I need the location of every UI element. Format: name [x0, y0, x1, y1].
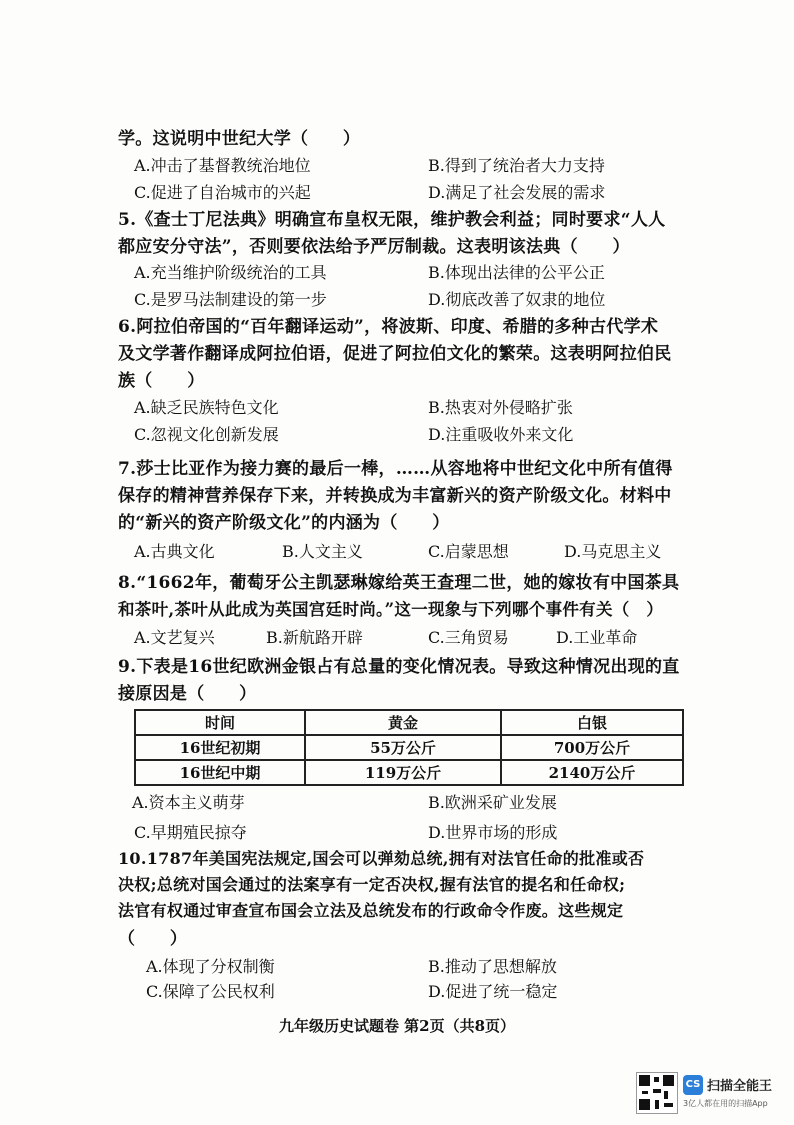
q6-line-2: 及文学著作翻译成阿拉伯语，促进了阿拉伯文化的繁荣。这表明阿拉伯民: [118, 344, 672, 364]
table-row: [135, 735, 683, 760]
q6-option-b: B.热衷对外侵略扩张: [428, 398, 573, 417]
q7-line-3: 的“新兴的资产阶级文化”的内涵为（ ）: [118, 513, 450, 533]
table-cell: 55万公斤: [305, 735, 501, 760]
table-header-cell: 黄金: [305, 710, 501, 735]
q6-line-1: 6.阿拉伯帝国的“百年翻译运动”，将波斯、印度、希腊的多种古代学术: [118, 317, 659, 337]
q10-option-c: C.保障了公民权利: [146, 982, 275, 1001]
gold-silver-table: [134, 709, 684, 786]
table-cell: 16世纪初期: [135, 735, 305, 760]
q6-option-a: A.缺乏民族特色文化: [134, 398, 279, 417]
q8-option-d: D.工业革命: [556, 628, 638, 647]
q7-option-b: B.人文主义: [282, 542, 363, 561]
q9-option-c: C.早期殖民掠夺: [134, 823, 247, 842]
q8-option-c: C.三角贸易: [428, 628, 509, 647]
q10-option-a: A.体现了分权制衡: [146, 957, 275, 976]
q9-option-b: B.欧洲采矿业发展: [428, 793, 557, 812]
q8-line-1: 8.“1662年，葡萄牙公主凯瑟琳嫁给英王查理二世，她的嫁妆有中国茶具: [118, 573, 680, 593]
q6-option-c: C.忽视文化创新发展: [134, 425, 279, 444]
q10-line-1: 10.1787年美国宪法规定,国会可以弹劾总统,拥有对法官任命的批准或否: [118, 849, 645, 868]
q7-option-d: D.马克思主义: [564, 542, 662, 561]
qr-code-icon: [636, 1072, 678, 1114]
q10-line-2: 决权;总统对国会通过的法案享有一定否决权,握有法官的提名和任命权;: [118, 875, 626, 894]
q7-line-2: 保存的精神营养保存下来，并转换成为丰富新兴的资产阶级文化。材料中: [118, 486, 672, 506]
q10-line-4: （ ）: [118, 929, 188, 949]
q8-option-a: A.文艺复兴: [134, 628, 215, 647]
q6-line-3: 族（ ）: [118, 371, 205, 391]
q9-option-a: A.资本主义萌芽: [132, 793, 245, 812]
page-footer: 九年级历史试题卷 第2页（共8页）: [278, 1017, 516, 1035]
watermark-title: 扫描全能王: [707, 1079, 773, 1094]
q5-option-d: D.彻底改善了奴隶的地位: [428, 290, 606, 309]
table-cell: 2140万公斤: [501, 760, 683, 785]
q5-option-b: B.体现出法律的公平公正: [428, 263, 605, 282]
q6-option-d: D.注重吸收外来文化: [428, 425, 574, 444]
q10-option-b: B.推动了思想解放: [428, 957, 557, 976]
table-header-cell: 时间: [135, 710, 305, 735]
table-header-cell: 白银: [501, 710, 683, 735]
q4-option-a: A.冲击了基督教统治地位: [134, 156, 311, 175]
camscanner-logo-icon: CS: [683, 1075, 703, 1095]
table-row: [135, 760, 683, 785]
q7-option-a: A.古典文化: [134, 542, 215, 561]
q5-option-a: A.充当维护阶级统治的工具: [134, 263, 327, 282]
table-cell: 119万公斤: [305, 760, 501, 785]
q5-line-2: 都应安分守法”，否则要依法给予严厉制裁。这表明该法典（ ）: [118, 237, 630, 257]
q10-option-d: D.促进了统一稳定: [428, 982, 558, 1001]
q9-line-1: 9.下表是16世纪欧洲金银占有总量的变化情况表。导致这种情况出现的直: [118, 657, 680, 677]
watermark-subtitle: 3亿人都在用的扫描App: [683, 1099, 768, 1108]
q10-line-3: 法官有权通过审查宣布国会立法及总统发布的行政命令作废。这些规定: [118, 901, 624, 920]
table-cell: 700万公斤: [501, 735, 683, 760]
q9-option-d: D.世界市场的形成: [428, 823, 558, 842]
q5-line-1: 5.《查士丁尼法典》明确宣布皇权无限，维护教会利益；同时要求“人人: [118, 210, 666, 230]
q4-tail: 学。这说明中世纪大学（ ）: [118, 129, 361, 149]
q7-line-1: 7.莎士比亚作为接力赛的最后一棒，……从容地将中世纪文化中所有值得: [118, 459, 673, 479]
q7-option-c: C.启蒙思想: [428, 542, 509, 561]
q4-option-d: D.满足了社会发展的需求: [428, 183, 606, 202]
q5-option-c: C.是罗马法制建设的第一步: [134, 290, 327, 309]
q9-line-2: 接原因是（ ）: [118, 684, 257, 704]
q8-option-b: B.新航路开辟: [266, 628, 363, 647]
table-cell: 16世纪中期: [135, 760, 305, 785]
q4-option-b: B.得到了统治者大力支持: [428, 156, 605, 175]
q8-line-2: 和茶叶,茶叶从此成为英国宫廷时尚。”这一现象与下列哪个事件有关（ ）: [118, 600, 664, 619]
table-header-row: [135, 710, 683, 735]
q4-option-c: C.促进了自治城市的兴起: [134, 183, 311, 202]
